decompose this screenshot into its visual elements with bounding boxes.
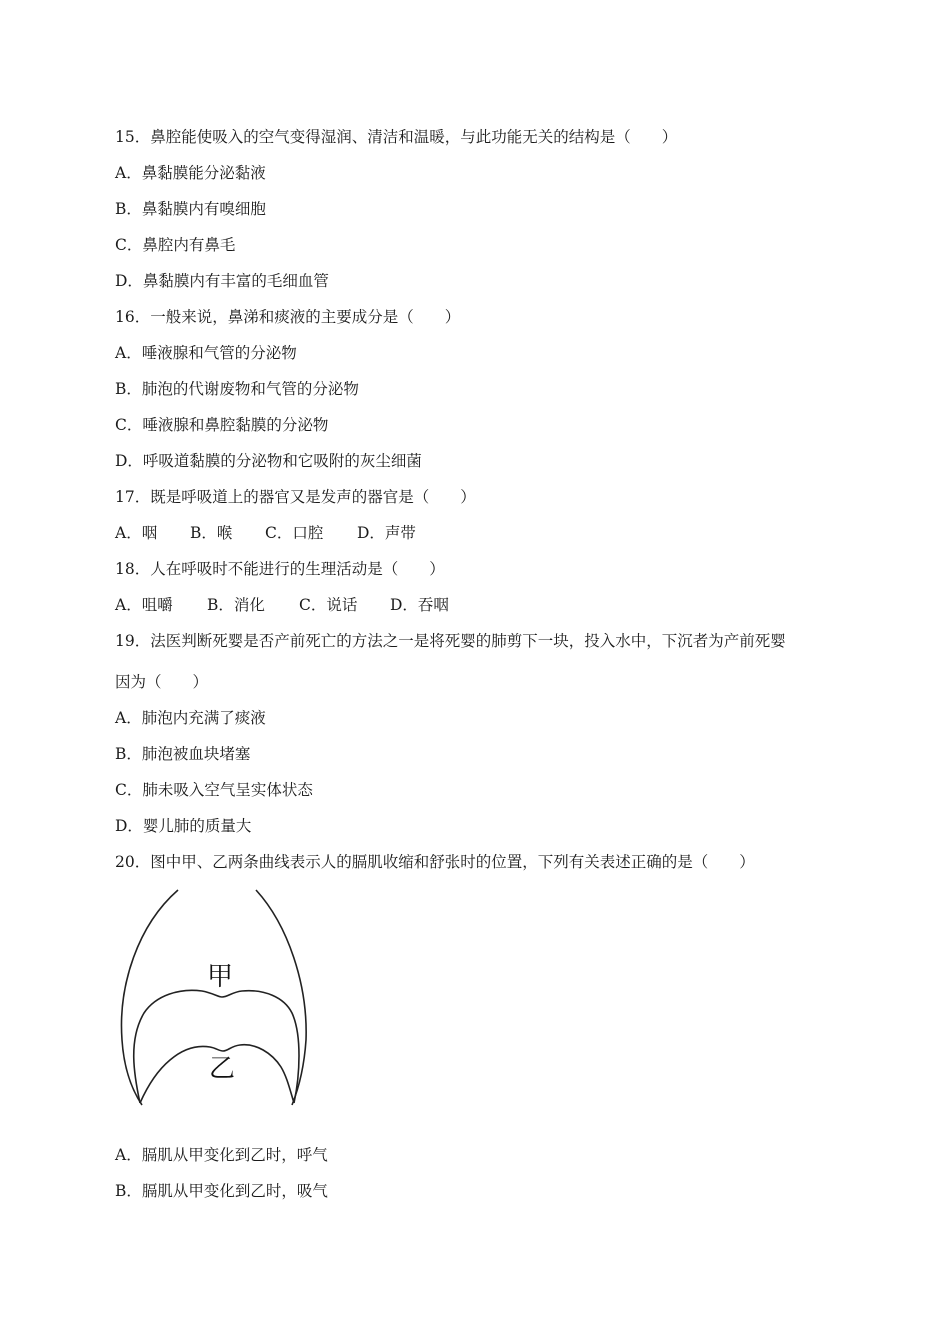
- q15-stem: 15．鼻腔能使吸入的空气变得湿润、清洁和温暖，与此功能无关的结构是（ ）: [115, 128, 678, 146]
- chest-wall-left: [121, 890, 178, 1105]
- q16-stem: 16．一般来说，鼻涕和痰液的主要成分是（ ）: [115, 308, 461, 326]
- label-yi: 乙: [208, 1054, 236, 1084]
- q15-option-b: B．鼻黏膜内有嗅细胞: [115, 200, 266, 218]
- q15-option-a: A．鼻黏膜能分泌黏液: [115, 164, 266, 182]
- q16-option-c: C．唾液腺和鼻腔黏膜的分泌物: [115, 416, 329, 434]
- q18-option-d: D．吞咽: [390, 596, 449, 614]
- q15-option-d: D．鼻黏膜内有丰富的毛细血管: [115, 272, 329, 290]
- q16-option-d: D．呼吸道黏膜的分泌物和它吸附的灰尘细菌: [115, 452, 422, 470]
- diaphragm-figure: [118, 885, 318, 1115]
- q17-stem: 17．既是呼吸道上的器官又是发声的器官是（ ）: [115, 488, 476, 506]
- q20-option-a: A．膈肌从甲变化到乙时，呼气: [115, 1146, 328, 1164]
- q17-option-b: B．喉: [190, 524, 233, 542]
- q17-option-c: C．口腔: [265, 524, 324, 542]
- q19-stem-line1: 19．法医判断死婴是否产前死亡的方法之一是将死婴的肺剪下一块，投入水中，下沉者为产前死婴: [115, 632, 786, 650]
- q20-stem: 20．图中甲、乙两条曲线表示人的膈肌收缩和舒张时的位置，下列有关表述正确的是（ ）: [115, 853, 755, 871]
- q19-stem-line2: 因为（ ）: [115, 673, 209, 691]
- q18-option-c: C．说话: [299, 596, 358, 614]
- q18-stem: 18．人在呼吸时不能进行的生理活动是（ ）: [115, 560, 445, 578]
- q17-option-d: D．声带: [357, 524, 416, 542]
- q16-option-a: A．唾液腺和气管的分泌物: [115, 344, 297, 362]
- q19-option-d: D．婴儿肺的质量大: [115, 817, 252, 835]
- q19-option-a: A．肺泡内充满了痰液: [115, 709, 266, 727]
- q17-options: [115, 523, 416, 543]
- q18-options: [115, 595, 449, 615]
- q19-option-b: B．肺泡被血块堵塞: [115, 745, 251, 763]
- q17-option-a: A．咽: [115, 524, 158, 542]
- q20-option-b: B．膈肌从甲变化到乙时，吸气: [115, 1182, 328, 1200]
- q19-option-c: C．肺未吸入空气呈实体状态: [115, 781, 313, 799]
- curve-jia: [134, 990, 299, 1103]
- q15-option-c: C．鼻腔内有鼻毛: [115, 236, 236, 254]
- q18-option-b: B．消化: [207, 596, 265, 614]
- q18-option-a: A．咀嚼: [115, 596, 173, 614]
- q16-option-b: B．肺泡的代谢废物和气管的分泌物: [115, 380, 359, 398]
- label-jia: 甲: [206, 962, 234, 992]
